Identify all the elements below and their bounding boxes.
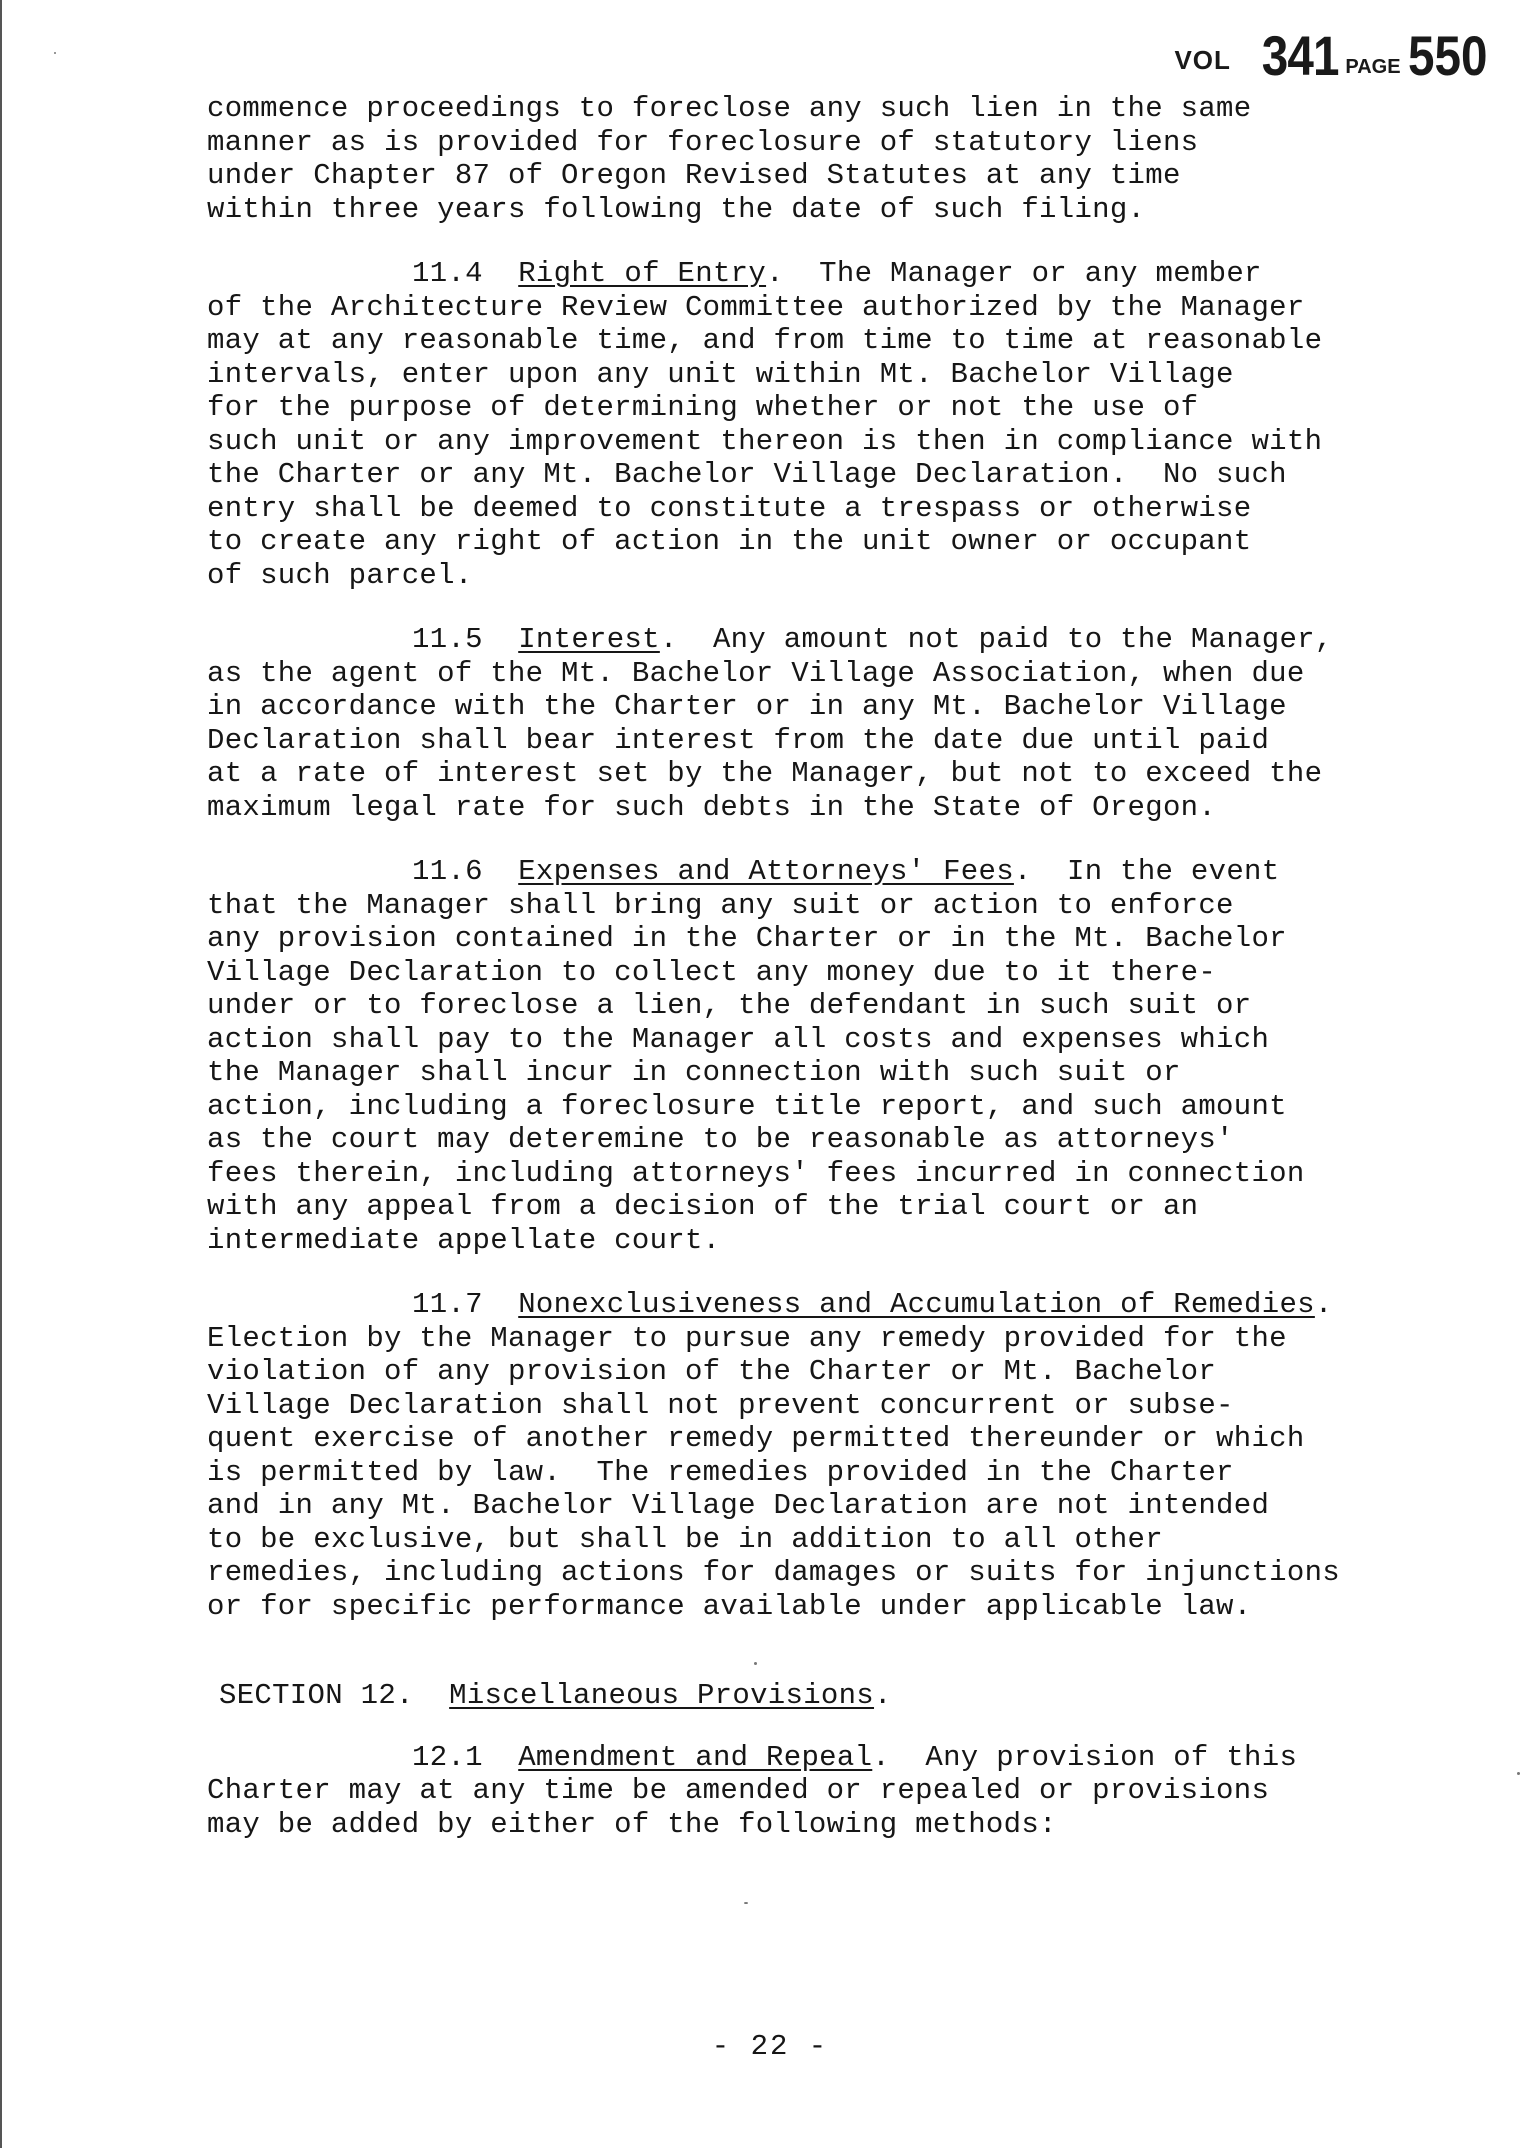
text-line: action shall pay to the Manager all costs and expenses which — [207, 1022, 1270, 1056]
scan-speck — [754, 1662, 757, 1665]
text-line: the Manager shall incur in connection with such suit or — [207, 1056, 1181, 1089]
section-title: Nonexclusiveness and Accumulation of Remedies — [518, 1288, 1315, 1321]
section-first-line-rest: . Any provision of this — [872, 1740, 1298, 1774]
text-line: that the Manager shall bring any suit or action to enforce — [207, 888, 1234, 922]
document-body — [207, 92, 1497, 1872]
section-first-line — [207, 257, 1497, 291]
text-line: may at any reasonable time, and from time to time at reasonable — [207, 324, 1323, 357]
section-first-line-rest: . — [1314, 1288, 1333, 1321]
text-line: as the court may deteremine to be reasonable as attorneys' — [207, 1123, 1234, 1156]
section-number: 11.5 — [412, 623, 483, 656]
text-line: violation of any provision of the Charter or Mt. Bachelor — [207, 1355, 1217, 1388]
text-line: Village Declaration shall not prevent concurrent or subse- — [207, 1388, 1234, 1422]
text-line: action, including a foreclosure title report, and such amount — [207, 1089, 1287, 1123]
section-number: 11.4 — [412, 257, 483, 290]
text-line: Declaration shall bear interest from the date due until paid — [207, 723, 1270, 757]
text-line: quent exercise of another remedy permitted thereunder or which — [207, 1422, 1305, 1455]
stamp-vol-number: 341 — [1261, 24, 1339, 87]
section-11-6 — [207, 855, 1497, 1257]
text-line: or for specific performance available under applicable law. — [207, 1589, 1252, 1623]
text-line: of the Architecture Review Committee authorized by the Manager — [207, 290, 1305, 324]
scan-speck — [744, 1902, 748, 1904]
text-line: in accordance with the Charter or in any Mt. Bachelor Village — [207, 690, 1287, 723]
text-line: commence proceedings to foreclose any such lien in the same — [207, 92, 1252, 125]
section-11-4 — [207, 257, 1497, 592]
section-first-line — [207, 623, 1497, 657]
text-line: as the agent of the Mt. Bachelor Village Association, when due — [207, 656, 1305, 690]
text-line: such unit or any improvement thereon is then in compliance with — [207, 424, 1323, 458]
text-line: under Chapter 87 of Oregon Revised Statutes at any time — [207, 159, 1181, 192]
section-title: Expenses and Attorneys' Fees — [518, 855, 1014, 888]
page-footer-number: - 22 - — [711, 2030, 829, 2063]
section-first-line — [207, 855, 1497, 889]
text-line: Charter may at any time be amended or repealed or provisions — [207, 1774, 1270, 1807]
text-line: any provision contained in the Charter or in the Mt. Bachelor — [207, 922, 1287, 955]
text-line: Village Declaration to collect any money due to it there- — [207, 955, 1217, 989]
text-line: with any appeal from a decision of the trial court or an — [207, 1190, 1199, 1223]
text-line: for the purpose of determining whether or not the use of — [207, 391, 1199, 424]
section-first-line-rest: . The Manager or any member — [766, 257, 1262, 290]
stamp-page-number: 550 — [1407, 24, 1487, 87]
text-line: entry shall be deemed to constitute a trespass or otherwise — [207, 491, 1252, 525]
section-12-heading — [207, 1679, 1497, 1713]
scan-speck — [1517, 1772, 1520, 1775]
text-line: at a rate of interest set by the Manager, but not to exceed the — [207, 757, 1323, 790]
section-label: SECTION 12. — [219, 1679, 414, 1712]
section-12-1 — [207, 1741, 1497, 1842]
text-line: may be added by either of the following methods: — [207, 1807, 1057, 1841]
section-title: Right of Entry — [518, 257, 767, 290]
section-first-line — [207, 1741, 1497, 1775]
section-title: Amendment and Repeal — [518, 1740, 873, 1774]
intro-paragraph — [207, 92, 1497, 226]
section-first-line-rest: . In the event — [1013, 855, 1280, 888]
text-line: intervals, enter upon any unit within Mt. Bachelor Village — [207, 357, 1234, 391]
text-line: is permitted by law. The remedies provided in the Charter — [207, 1455, 1234, 1489]
text-line: to be exclusive, but shall be in addition to all other — [207, 1522, 1163, 1556]
section-number: 11.6 — [412, 855, 483, 888]
section-number: 11.7 — [412, 1288, 483, 1321]
text-line: Election by the Manager to pursue any remedy provided for the — [207, 1321, 1287, 1355]
stamp-vol-label: VOL — [1174, 45, 1231, 75]
section-first-line — [207, 1288, 1497, 1322]
section-11-5 — [207, 623, 1497, 824]
text-line: under or to foreclose a lien, the defendant in such suit or — [207, 989, 1252, 1022]
text-line: remedies, including actions for damages or suits for injunctions — [207, 1556, 1340, 1589]
section-title: Miscellaneous Provisions — [449, 1679, 875, 1712]
stamp-page-label: PAGE — [1345, 56, 1401, 78]
text-line: and in any Mt. Bachelor Village Declaration are not intended — [207, 1489, 1270, 1522]
recording-stamp — [1174, 24, 1494, 87]
scan-speck — [54, 52, 56, 54]
text-line: the Charter or any Mt. Bachelor Village Declaration. No such — [207, 458, 1287, 491]
text-line: intermediate appellate court. — [207, 1223, 721, 1257]
text-line: manner as is provided for foreclosure of statutory liens — [207, 125, 1199, 159]
section-title-suffix: . — [874, 1679, 892, 1712]
section-11-7 — [207, 1288, 1497, 1623]
section-heading-line — [219, 1679, 1497, 1713]
text-line: to create any right of action in the unit owner or occupant — [207, 525, 1252, 558]
text-line: maximum legal rate for such debts in the State of Oregon. — [207, 790, 1217, 824]
text-line: within three years following the date of such filing. — [207, 192, 1146, 226]
text-line: of such parcel. — [207, 558, 473, 592]
section-number: 12.1 — [412, 1740, 483, 1774]
text-line: fees therein, including attorneys' fees incurred in connection — [207, 1156, 1305, 1190]
section-first-line-rest: . Any amount not paid to the Manager, — [659, 623, 1333, 656]
section-title: Interest — [518, 623, 660, 656]
